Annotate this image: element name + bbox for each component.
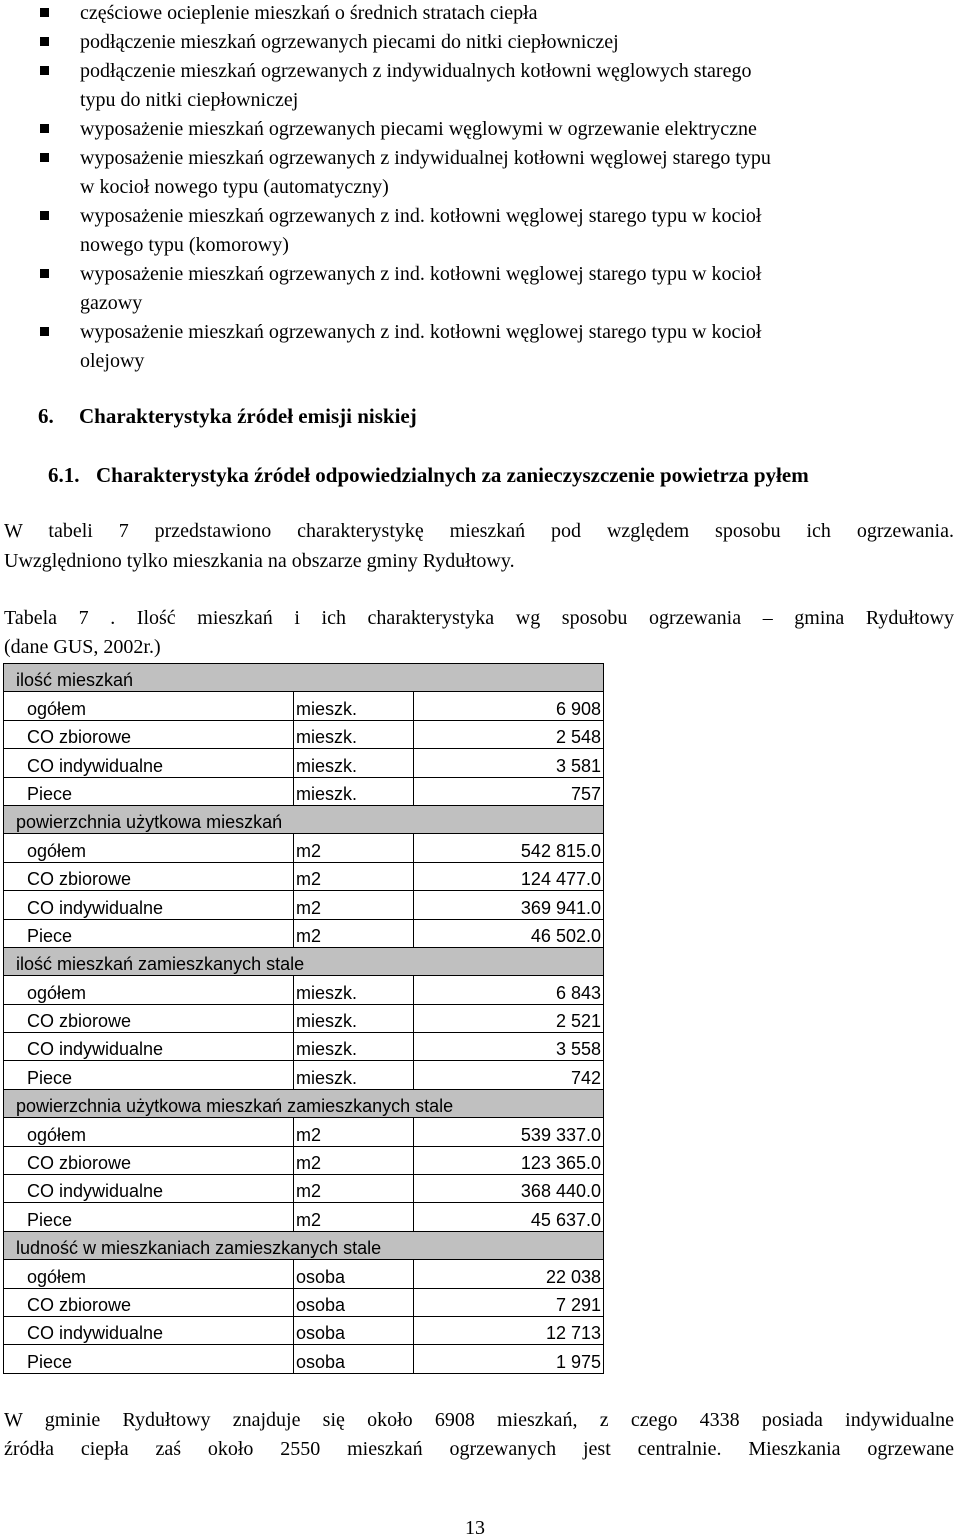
- table-group-title: powierzchnia użytkowa mieszkań: [4, 805, 604, 833]
- table-cell-unit: mieszk.: [294, 976, 414, 1004]
- table-row: [4, 1146, 604, 1174]
- table-cell-unit: mieszk.: [294, 720, 414, 748]
- table-cell-unit: m2: [294, 1146, 414, 1174]
- table-cell-value: 539 337.0: [414, 1118, 604, 1146]
- section-6-1-number: 6.1.: [48, 463, 80, 487]
- table-group-title: ilość mieszkań: [4, 664, 604, 692]
- table-cell-unit: osoba: [294, 1260, 414, 1288]
- bullet-square-icon: [40, 153, 49, 162]
- table-cell-value: 3 558: [414, 1033, 604, 1061]
- table-group-row: [4, 947, 604, 975]
- bullet-square-icon: [40, 124, 49, 133]
- table-cell-unit: osoba: [294, 1316, 414, 1344]
- table-group-row: [4, 805, 604, 833]
- table-row: [4, 1316, 604, 1344]
- bullet-text: olejowy: [80, 350, 145, 372]
- table-row: [4, 749, 604, 777]
- table-cell-category: CO zbiorowe: [4, 720, 294, 748]
- table-cell-category: Piece: [4, 919, 294, 947]
- table-cell-category: Piece: [4, 1061, 294, 1089]
- section-6-number: 6.: [38, 404, 54, 428]
- table-cell-unit: m2: [294, 1118, 414, 1146]
- table-row: [4, 1175, 604, 1203]
- table-cell-unit: m2: [294, 1175, 414, 1203]
- table-cell-unit: mieszk.: [294, 1033, 414, 1061]
- table-cell-unit: m2: [294, 1203, 414, 1231]
- table-cell-value: 6 843: [414, 976, 604, 1004]
- table-row: [4, 862, 604, 890]
- table-cell-unit: mieszk.: [294, 777, 414, 805]
- table-cell-category: CO zbiorowe: [4, 1004, 294, 1032]
- table-cell-category: CO zbiorowe: [4, 862, 294, 890]
- bullet-text: gazowy: [80, 292, 143, 314]
- table-cell-value: 3 581: [414, 749, 604, 777]
- table-cell-value: 22 038: [414, 1260, 604, 1288]
- table-group-row: [4, 1089, 604, 1117]
- intro-line-1: W tabeli 7 przedstawiono charakterystykę mieszkań pod względem sposobu ich ogrzewania.: [4, 520, 954, 542]
- table-cell-value: 45 637.0: [414, 1203, 604, 1231]
- table-cell-value: 12 713: [414, 1316, 604, 1344]
- table-row: [4, 1118, 604, 1146]
- table-cell-category: ogółem: [4, 834, 294, 862]
- table-cell-unit: m2: [294, 891, 414, 919]
- table-row: [4, 1345, 604, 1373]
- table-row: [4, 1004, 604, 1032]
- closing-line-1: W gminie Rydułtowy znajduje się około 6908 mieszkań, z czego 4338 posiada indywidualne: [4, 1409, 954, 1431]
- table-cell-unit: mieszk.: [294, 1061, 414, 1089]
- table-cell-category: CO indywidualne: [4, 1316, 294, 1344]
- table-cell-value: 757: [414, 777, 604, 805]
- bullet-square-icon: [40, 66, 49, 75]
- bullet-text: wyposażenie mieszkań ogrzewanych piecami węglowymi w ogrzewanie elektryczne: [80, 118, 757, 140]
- table-row: [4, 891, 604, 919]
- page-number: 13: [465, 1517, 485, 1539]
- table-cell-value: 2 548: [414, 720, 604, 748]
- table-cell-value: 6 908: [414, 692, 604, 720]
- table-row: [4, 976, 604, 1004]
- section-6-title: Charakterystyka źródeł emisji niskiej: [79, 404, 417, 428]
- table-cell-value: 123 365.0: [414, 1146, 604, 1174]
- bullet-text: podłączenie mieszkań ogrzewanych z indywidualnych kotłowni węglowych starego: [80, 60, 752, 82]
- table-row: [4, 720, 604, 748]
- table-group-row: [4, 1231, 604, 1259]
- bullet-text: nowego typu (komorowy): [80, 234, 289, 256]
- table-group-title: ludność w mieszkaniach zamieszkanych stale: [4, 1231, 604, 1259]
- table-caption-line-2: (dane GUS, 2002r.): [4, 636, 161, 658]
- table-group-title: powierzchnia użytkowa mieszkań zamieszkanych stale: [4, 1089, 604, 1117]
- table-cell-category: Piece: [4, 1345, 294, 1373]
- table-row: [4, 1288, 604, 1316]
- table-row: [4, 1033, 604, 1061]
- table-cell-value: 742: [414, 1061, 604, 1089]
- table-cell-unit: osoba: [294, 1345, 414, 1373]
- table-cell-category: Piece: [4, 777, 294, 805]
- table-cell-category: ogółem: [4, 692, 294, 720]
- bullet-text: wyposażenie mieszkań ogrzewanych z ind. kotłowni węglowej starego typu w kocioł: [80, 321, 762, 343]
- bullet-square-icon: [40, 269, 49, 278]
- table-cell-category: ogółem: [4, 976, 294, 1004]
- bullet-text: podłączenie mieszkań ogrzewanych piecami do nitki ciepłowniczej: [80, 31, 619, 53]
- heating-table: [3, 663, 604, 1374]
- bullet-square-icon: [40, 8, 49, 17]
- table-row: [4, 834, 604, 862]
- table-row: [4, 1203, 604, 1231]
- table-cell-value: 7 291: [414, 1288, 604, 1316]
- bullet-text: wyposażenie mieszkań ogrzewanych z ind. kotłowni węglowej starego typu w kocioł: [80, 263, 762, 285]
- bullet-text: wyposażenie mieszkań ogrzewanych z ind. kotłowni węglowej starego typu w kocioł: [80, 205, 762, 227]
- table-cell-value: 369 941.0: [414, 891, 604, 919]
- table-cell-category: CO indywidualne: [4, 1033, 294, 1061]
- table-cell-category: CO indywidualne: [4, 1175, 294, 1203]
- bullet-square-icon: [40, 327, 49, 336]
- table-cell-unit: mieszk.: [294, 692, 414, 720]
- table-row: [4, 919, 604, 947]
- bullet-text: wyposażenie mieszkań ogrzewanych z indywidualnej kotłowni węglowej starego typu: [80, 147, 771, 169]
- table-cell-unit: m2: [294, 834, 414, 862]
- table-cell-category: CO indywidualne: [4, 749, 294, 777]
- closing-line-2: źródła ciepła zaś około 2550 mieszkań ogrzewanych jest centralnie. Mieszkania ogrzewane: [4, 1438, 954, 1460]
- bullet-text: typu do nitki ciepłowniczej: [80, 89, 299, 111]
- table-group-row: [4, 664, 604, 692]
- table-cell-category: ogółem: [4, 1118, 294, 1146]
- table-cell-value: 46 502.0: [414, 919, 604, 947]
- table-cell-unit: mieszk.: [294, 749, 414, 777]
- table-row: [4, 1061, 604, 1089]
- bullet-square-icon: [40, 37, 49, 46]
- bullet-text: w kocioł nowego typu (automatyczny): [80, 176, 389, 198]
- table-row: [4, 692, 604, 720]
- table-cell-unit: m2: [294, 919, 414, 947]
- table-cell-value: 2 521: [414, 1004, 604, 1032]
- table-row: [4, 1260, 604, 1288]
- table-cell-unit: m2: [294, 862, 414, 890]
- table-caption-line-1: Tabela 7 . Ilość mieszkań i ich charakterystyka wg sposobu ogrzewania – gmina Rydułtowy: [4, 607, 954, 629]
- bullet-square-icon: [40, 211, 49, 220]
- table-cell-value: 542 815.0: [414, 834, 604, 862]
- table-cell-category: CO zbiorowe: [4, 1288, 294, 1316]
- section-6-1-title: Charakterystyka źródeł odpowiedzialnych za zanieczyszczenie powietrza pyłem: [96, 463, 809, 487]
- table-cell-unit: mieszk.: [294, 1004, 414, 1032]
- table-cell-value: 1 975: [414, 1345, 604, 1373]
- intro-line-2: Uwzględniono tylko mieszkania na obszarze gminy Rydułtowy.: [4, 550, 515, 572]
- table-row: [4, 777, 604, 805]
- table-group-title: ilość mieszkań zamieszkanych stale: [4, 947, 604, 975]
- table-cell-category: CO zbiorowe: [4, 1146, 294, 1174]
- bullet-text: częściowe ocieplenie mieszkań o średnich stratach ciepła: [80, 2, 538, 24]
- table-cell-unit: osoba: [294, 1288, 414, 1316]
- table-cell-value: 124 477.0: [414, 862, 604, 890]
- table-cell-value: 368 440.0: [414, 1175, 604, 1203]
- table-cell-category: ogółem: [4, 1260, 294, 1288]
- table-cell-category: CO indywidualne: [4, 891, 294, 919]
- table-cell-category: Piece: [4, 1203, 294, 1231]
